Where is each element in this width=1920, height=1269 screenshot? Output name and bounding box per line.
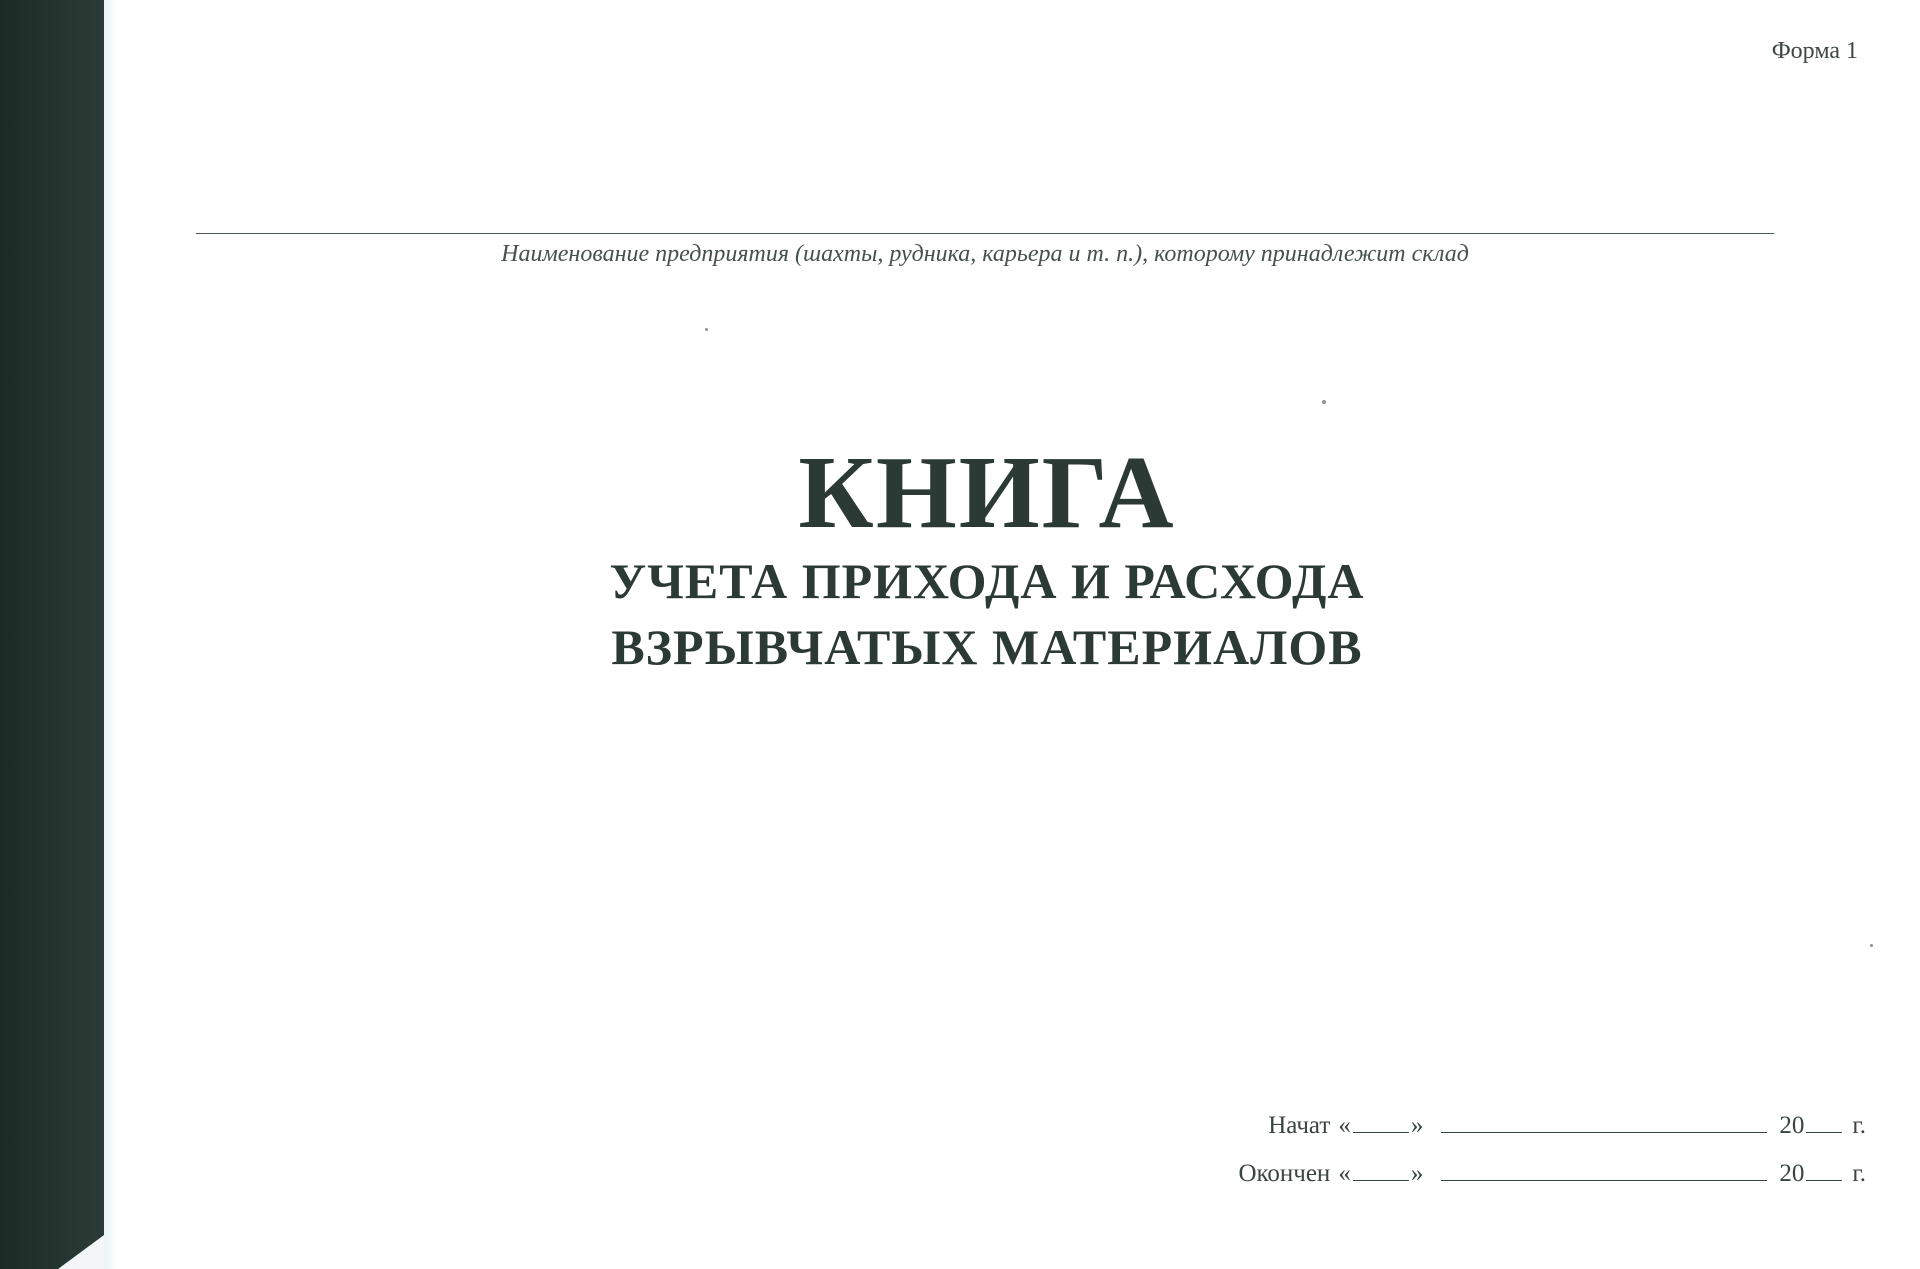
book-spine [0,0,104,1269]
title-line-2: ВЗРЫВЧАТЫХ МАТЕРИАЛОВ [611,619,1363,675]
paper-speck [1870,944,1873,947]
date-row-started [1238,1110,1866,1158]
started-month-blank [1441,1110,1767,1133]
spine-edge [104,0,118,1269]
finished-year-suffix: г. [1852,1160,1866,1187]
finished-year-prefix: 20 [1779,1160,1805,1187]
finished-close-quote: » [1410,1160,1424,1187]
started-close-quote: » [1410,1112,1424,1139]
title-line-1: УЧЕТА ПРИХОДА И РАСХОДА [609,553,1365,609]
finished-year-blank [1806,1158,1842,1181]
dates-block [1238,1110,1866,1206]
finished-day-blank [1353,1158,1409,1181]
title-block [230,435,1744,680]
organization-name-line [196,233,1774,234]
started-label: Начат [1268,1112,1331,1139]
paper-speck [1322,400,1326,404]
started-year-blank [1806,1110,1842,1133]
finished-open-quote: « [1338,1160,1351,1187]
paper-speck [705,328,708,331]
finished-month-blank [1441,1158,1767,1181]
organization-caption: Наименование предприятия (шахты, рудника, карьера и т. п.), которому принадлежит склад [501,241,1469,267]
date-row-finished [1238,1158,1866,1206]
form-number: Форма 1 [1771,38,1858,64]
started-year-suffix: г. [1852,1112,1866,1139]
title-main: КНИГА [798,435,1176,550]
started-open-quote: « [1338,1112,1351,1139]
corner-fold [58,1235,104,1269]
started-day-blank [1353,1110,1409,1133]
started-year-prefix: 20 [1779,1112,1805,1139]
finished-label: Окончен [1238,1160,1331,1187]
